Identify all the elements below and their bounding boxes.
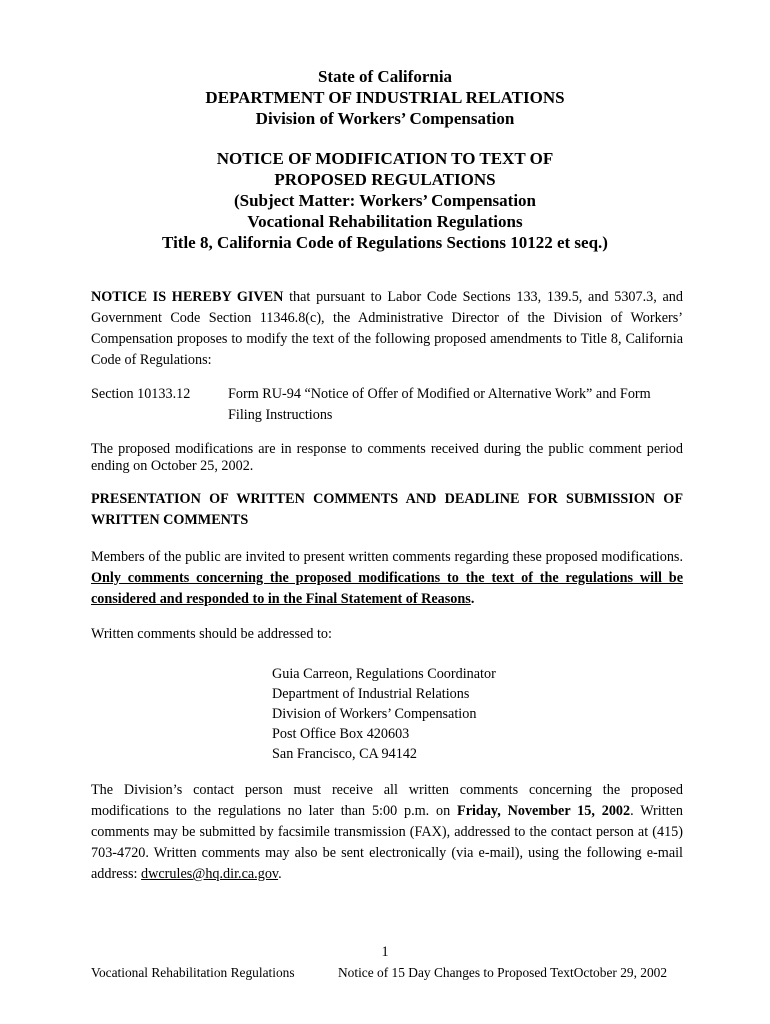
section-description: Form RU-94 “Notice of Offer of Modified or Alternative Work” and Form Filing Instructions xyxy=(228,386,651,423)
notice-paragraph xyxy=(91,287,683,371)
title-line-4: Vocational Rehabilitation Regulations xyxy=(247,212,523,231)
footer-left: Vocational Rehabilitation Regulations xyxy=(91,965,295,980)
title-line-1: NOTICE OF MODIFICATION TO TEXT OF xyxy=(216,149,554,168)
members-paragraph xyxy=(91,547,683,610)
contact-paragraph xyxy=(91,780,683,885)
members-text: Members of the public are invited to present written comments regarding these proposed modifications. xyxy=(91,549,683,565)
notice-lead: NOTICE IS HEREBY GIVEN xyxy=(91,289,284,305)
members-end: . xyxy=(470,591,475,607)
contact-text-1: The Division’s contact person must receive all written comments concerning the proposed modifications to the regulations no later than 5:00 p.m. on xyxy=(91,782,683,819)
footer-right: Notice of 15 Day Changes to Proposed TextOctober 29, 2002 xyxy=(338,965,668,980)
address-line-2: Department of Industrial Relations xyxy=(272,686,470,702)
deadline-date: Friday, November 15, 2002 xyxy=(457,803,631,819)
page-footer xyxy=(91,962,711,984)
title-line-2: PROPOSED REGULATIONS xyxy=(274,170,496,189)
title-line-3: (Subject Matter: Workers’ Compensation xyxy=(233,191,536,210)
contact-end: . xyxy=(278,866,282,882)
state-heading: State of California xyxy=(317,67,453,86)
notice-title xyxy=(0,148,770,253)
section-number: Section 10133.12 xyxy=(91,386,191,402)
written-addressed: Written comments should be addressed to: xyxy=(91,626,332,642)
page-number: 1 xyxy=(381,944,389,960)
contact-text-2: . Written comments may be submitted by facsimile transmission (FAX), addressed to the contact person at (415) 703-4720. Written comments may also be sent electronically (via e-mail), using the following e-mail address: xyxy=(91,803,683,882)
department-heading: DEPARTMENT OF INDUSTRIAL RELATIONS xyxy=(205,88,565,107)
address-line-5: San Francisco, CA 94142 xyxy=(272,746,418,762)
address-line-3: Division of Workers’ Compensation xyxy=(272,706,477,722)
address-line-1: Guia Carreon, Regulations Coordinator xyxy=(272,666,496,682)
title-line-5: Title 8, California Code of Regulations Sections 10122 et seq.) xyxy=(162,233,608,252)
mailing-address xyxy=(272,664,496,764)
division-heading: Division of Workers’ Compensation xyxy=(255,109,515,128)
address-line-4: Post Office Box 420603 xyxy=(272,726,410,742)
notice-text: that pursuant to Labor Code Sections 133, 139.5, and 5307.3, and Government Code Section 11346.8(c), the Administrative Director of the Division of Workers’ Compensation proposes to modify the text of the following proposed amendments to Title 8, California Code of Regulations: xyxy=(91,289,683,368)
email-link[interactable]: dwcrules@hq.dir.ca.gov xyxy=(141,866,279,882)
members-emphasis: Only comments concerning the proposed modifications to the text of the regulations will be considered and responded to in the Final Statement of Reasons xyxy=(91,570,683,607)
modifications-paragraph: The proposed modifications are in response to comments received during the public comment period ending on October 25, 2002. xyxy=(91,441,683,474)
presentation-heading: PRESENTATION OF WRITTEN COMMENTS AND DEADLINE FOR SUBMISSION OF WRITTEN COMMENTS xyxy=(91,491,683,528)
